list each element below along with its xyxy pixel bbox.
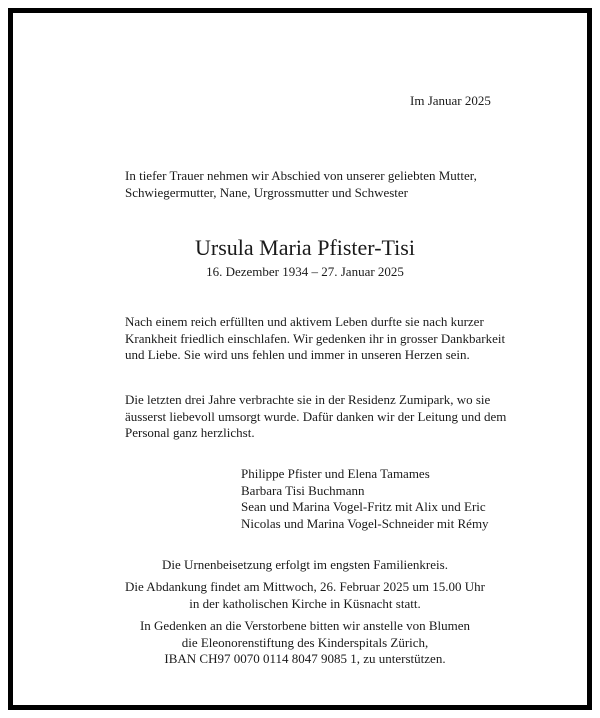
thanks-paragraph bbox=[125, 392, 506, 442]
donation-line: In Gedenken an die Verstorbene bitten wir anstelle von Blumen bbox=[139, 618, 471, 633]
donation-line: die Eleonorenstiftung des Kinderspitals Zürich, bbox=[181, 634, 429, 650]
paragraph-line: Nach einem reich erfüllten und aktivem Leben durfte sie nach kurzer bbox=[125, 314, 484, 329]
intro-line: Schwiegermutter, Nane, Urgrossmutter und Schwester bbox=[125, 184, 409, 200]
paragraph-line: Die letzten drei Jahre verbrachte sie in der Residenz Zumipark, wo sie bbox=[125, 392, 491, 407]
mourner-name: Barbara Tisi Buchmann bbox=[241, 482, 365, 498]
service-line: Die Abdankung findet am Mittwoch, 26. Februar 2025 um 15.00 Uhr bbox=[125, 579, 485, 594]
life-dates: 16. Dezember 1934 – 27. Januar 2025 bbox=[206, 264, 404, 279]
service-note bbox=[13, 579, 597, 612]
obituary-card bbox=[8, 8, 592, 710]
burial-note: Die Urnenbeisetzung erfolgt im engsten Familienkreis. bbox=[162, 557, 448, 572]
intro-line: In tiefer Trauer nehmen wir Abschied von unserer geliebten Mutter, bbox=[125, 168, 477, 183]
paragraph-line: Personal ganz herzlichst. bbox=[125, 425, 255, 440]
paragraph-line: äusserst liebevoll umsorgt wurde. Dafür danken wir der Leitung und dem bbox=[125, 408, 507, 424]
paragraph-line: Krankheit friedlich einschlafen. Wir gedenken ihr in grosser Dankbarkeit bbox=[125, 330, 506, 346]
service-line: in der katholischen Kirche in Küsnacht statt. bbox=[189, 595, 421, 611]
mourner-name: Sean und Marina Vogel-Fritz mit Alix und Eric bbox=[241, 499, 486, 514]
deceased-name: Ursula Maria Pfister-Tisi bbox=[195, 235, 415, 260]
mourners-list bbox=[241, 466, 489, 532]
intro-text bbox=[125, 168, 477, 201]
mourner-name: Philippe Pfister und Elena Tamames bbox=[241, 466, 430, 481]
farewell-paragraph bbox=[125, 314, 505, 364]
donation-note bbox=[13, 618, 597, 668]
mourner-name: Nicolas und Marina Vogel-Schneider mit Rémy bbox=[241, 515, 489, 531]
notice-date: Im Januar 2025 bbox=[410, 93, 491, 108]
donation-line: IBAN CH97 0070 0114 8047 9085 1, zu unterstützen. bbox=[164, 651, 446, 666]
paragraph-line: und Liebe. Sie wird uns fehlen und immer in unseren Herzen sein. bbox=[125, 347, 470, 362]
